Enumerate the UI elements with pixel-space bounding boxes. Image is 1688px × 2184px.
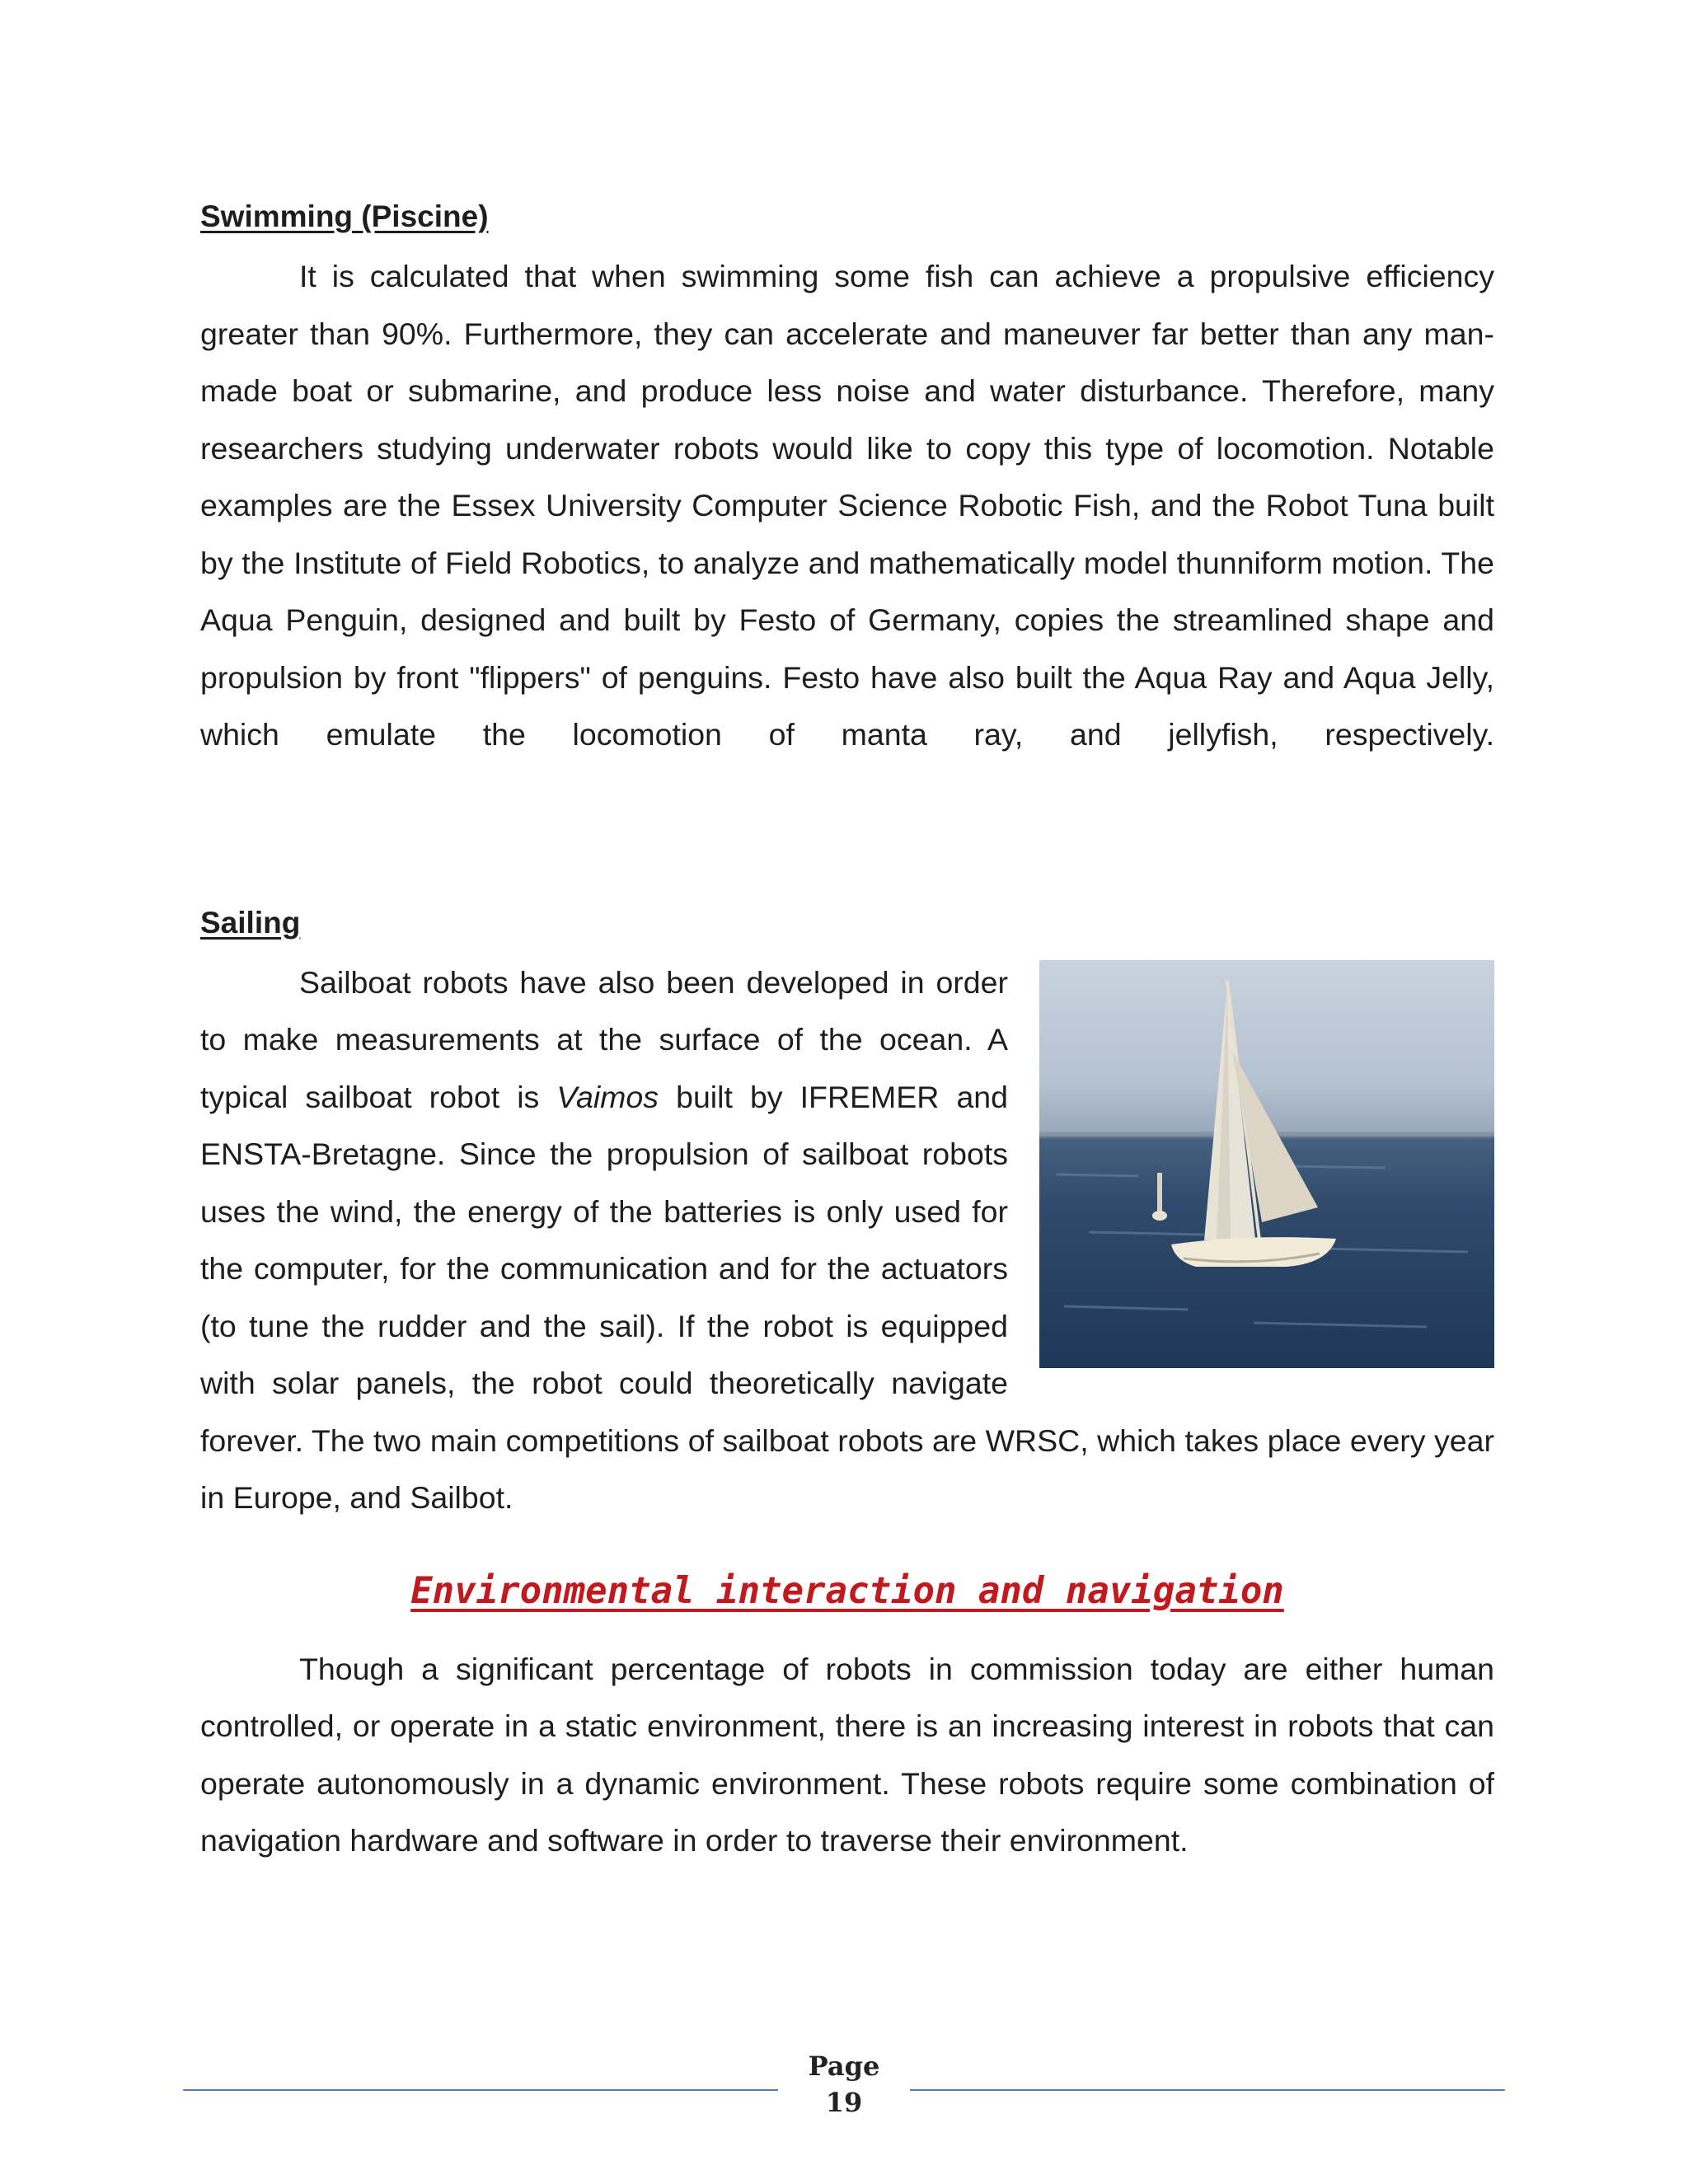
page-content [200, 194, 1494, 1870]
page-footer [0, 2048, 1688, 2130]
sailing-text-part-1: Sailboat robots have also been developed in order to make measurements at the surface of the ocean. A typical sailboat robot is [200, 964, 1008, 1114]
sailing-heading: Sailing [200, 905, 301, 940]
footer-rule-left [183, 2089, 778, 2091]
page-word: Page [808, 2050, 880, 2082]
swimming-heading: Swimming (Piscine) [200, 199, 489, 233]
footer-rule-right [910, 2089, 1505, 2091]
vaimos-name: Vaimos [556, 1079, 659, 1114]
page-number: 19 [825, 2087, 863, 2118]
environment-paragraph: Though a significant percentage of robots in commission today are either human controlled, or operate in a static environment, there is an increasing interest in robots that can operate autonomously in a dynamic environment. These robots require some combination of navigation hardware and software in order to traverse their environment. [200, 1651, 1494, 1858]
sailboat-robot-photo [1039, 960, 1494, 1368]
swimming-paragraph: It is calculated that when swimming some fish can achieve a propulsive efficiency greater than 90%. Furthermore, they can accelerate and maneuver far better than any man-made boat or submarine, and produce less noise and water disturbance. Therefore, many researchers studying underwater robots would like to copy this type of locomotion. Notable examples are the Essex University Computer Science Robotic Fish, and the Robot Tuna built by the Institute of Field Robotics, to analyze and mathematically model thunniform motion. The Aqua Penguin, designed and built by Festo of Germany, copies the streamlined shape and propulsion by front "flippers" of penguins. Festo have also built the Aqua Ray and Aqua Jelly, which emulate the locomotion of manta ray, and jellyfish, respectively. [200, 259, 1494, 752]
environment-heading: Environmental interaction and navigation [410, 1569, 1284, 1612]
sailboat-illustration [1039, 960, 1494, 1368]
environment-section [200, 1567, 1494, 1870]
sailing-section [200, 900, 1494, 1527]
sailing-text-part-2: built by IFREMER and ENSTA-Bretagne. Since the propulsion of sailboat robots uses the wind, the energy of the batteries is only used for the computer, for the communication and for the actuators (to tune the rudder and the sail). If the robot is equipped with solar panels, the robot could theoretically navigate forever. The two main competitions of sailboat robots are WRSC, which takes place every year in Europe, and Sailbot. [200, 1079, 1494, 1515]
sailing-body [200, 954, 1494, 1527]
swimming-section [200, 194, 1494, 764]
